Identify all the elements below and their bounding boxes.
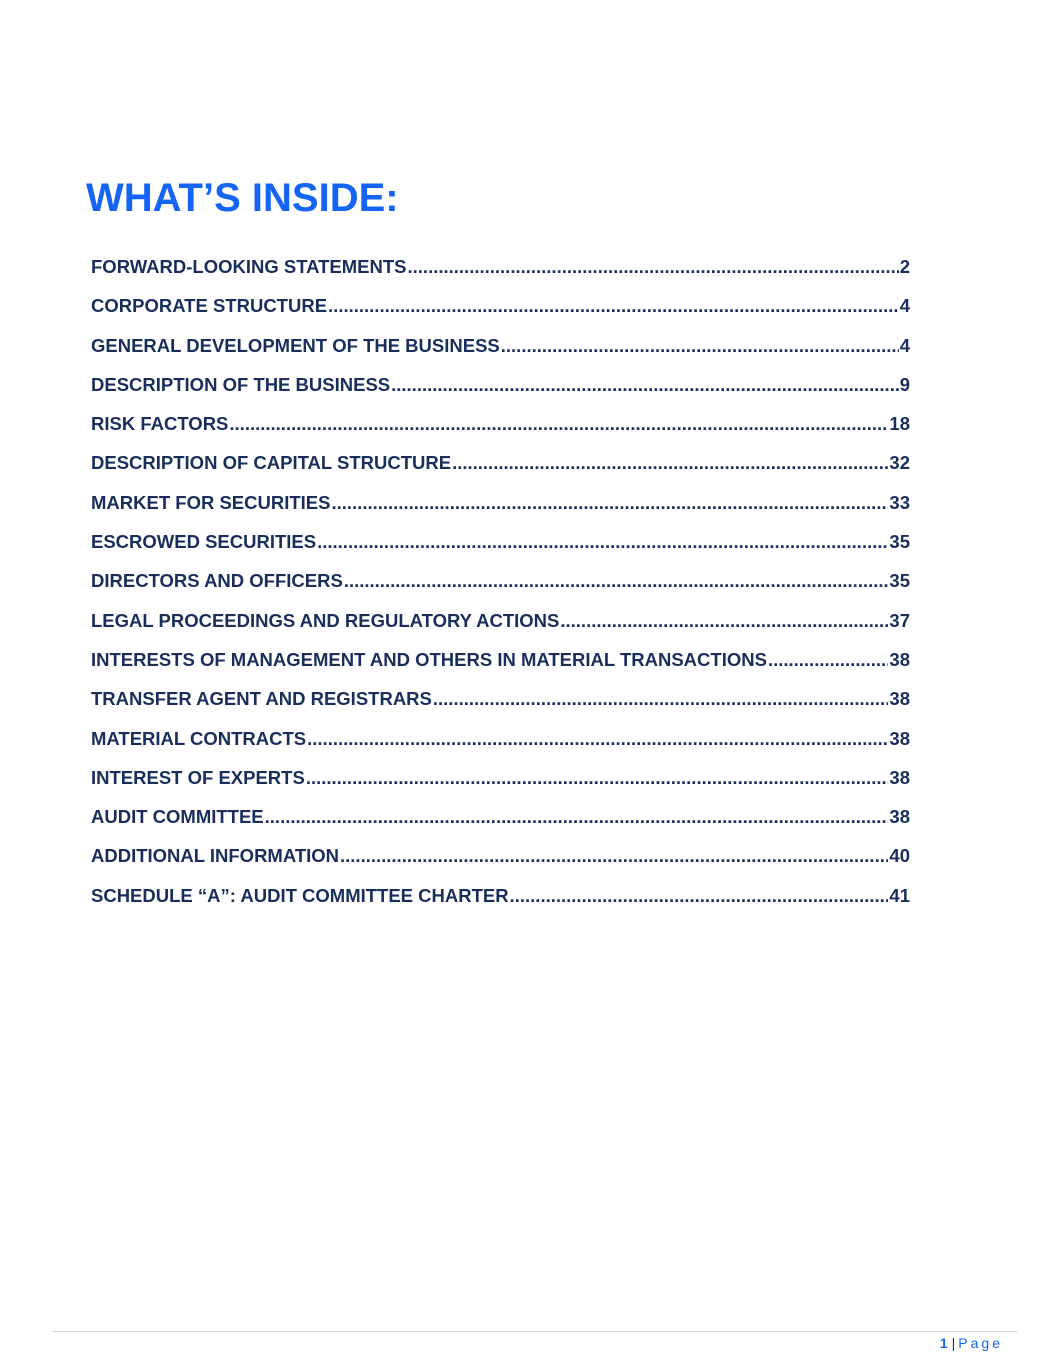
toc-entry-capital-structure[interactable]: [91, 452, 910, 491]
toc-entry-legal-proceedings[interactable]: [91, 610, 910, 649]
toc-entry-label: RISK FACTORS: [91, 413, 229, 435]
toc-entry-label: DESCRIPTION OF THE BUSINESS: [91, 373, 391, 395]
toc-entry-label: TRANSFER AGENT AND REGISTRARS: [91, 688, 432, 710]
toc-entry-label: LEGAL PROCEEDINGS AND REGULATORY ACTIONS: [91, 609, 560, 631]
toc-entry-page-number: 38: [889, 806, 910, 828]
footer-page-number: 1: [939, 1335, 948, 1351]
toc-entry-interests-of-management[interactable]: [91, 649, 910, 688]
toc-dot-leader: [328, 295, 899, 317]
toc-entry-page-number: 33: [889, 491, 910, 513]
toc-dot-leader: [560, 610, 888, 632]
toc-entry-label: DESCRIPTION OF CAPITAL STRUCTURE: [91, 452, 452, 474]
toc-entry-page-number: 38: [889, 688, 910, 710]
toc-entry-page-number: 35: [889, 531, 910, 553]
toc-entry-page-number: 4: [899, 334, 910, 356]
footer-separator: |: [951, 1335, 956, 1351]
toc-entry-page-number: 9: [899, 373, 910, 395]
toc-entry-interest-of-experts[interactable]: [91, 767, 910, 806]
toc-dot-leader: [433, 688, 889, 710]
toc-entry-page-number: 37: [889, 609, 910, 631]
toc-entry-page-number: 41: [889, 884, 910, 906]
footer-divider: [52, 1331, 1018, 1332]
toc-dot-leader: [229, 413, 888, 435]
toc-dot-leader: [391, 374, 899, 396]
table-of-contents: [91, 256, 910, 924]
toc-dot-leader: [408, 256, 899, 278]
toc-entry-label: AUDIT COMMITTEE: [91, 806, 264, 828]
toc-entry-transfer-agent[interactable]: [91, 688, 910, 727]
toc-entry-material-contracts[interactable]: [91, 728, 910, 767]
toc-dot-leader: [265, 806, 889, 828]
toc-entry-forward-looking-statements[interactable]: [91, 256, 910, 295]
toc-entry-page-number: 18: [889, 413, 910, 435]
toc-entry-schedule-a[interactable]: [91, 885, 910, 924]
toc-entry-page-number: 40: [889, 845, 910, 867]
toc-entry-label: MARKET FOR SECURITIES: [91, 491, 331, 513]
toc-dot-leader: [340, 845, 888, 867]
toc-dot-leader: [501, 335, 899, 357]
page-title: WHAT’S INSIDE:: [86, 176, 399, 220]
toc-entry-page-number: 2: [899, 256, 910, 277]
toc-entry-page-number: 4: [899, 295, 910, 317]
toc-dot-leader: [768, 649, 888, 671]
toc-entry-label: DIRECTORS AND OFFICERS: [91, 570, 343, 592]
toc-entry-label: INTERESTS OF MANAGEMENT AND OTHERS IN MATERIAL TRANSACTIONS: [91, 648, 767, 670]
page-footer: [940, 1335, 1003, 1351]
toc-entry-risk-factors[interactable]: [91, 413, 910, 452]
toc-entry-description-of-business[interactable]: [91, 374, 910, 413]
toc-dot-leader: [331, 492, 888, 514]
toc-entry-label: CORPORATE STRUCTURE: [91, 295, 328, 317]
toc-dot-leader: [510, 885, 889, 907]
toc-entry-general-development[interactable]: [91, 335, 910, 374]
toc-dot-leader: [452, 452, 888, 474]
toc-entry-additional-information[interactable]: [91, 845, 910, 884]
footer-page-word: Page: [958, 1335, 1003, 1351]
toc-entry-corporate-structure[interactable]: [91, 295, 910, 334]
toc-entry-page-number: 35: [889, 570, 910, 592]
toc-dot-leader: [307, 728, 888, 750]
toc-entry-page-number: 32: [889, 452, 910, 474]
toc-dot-leader: [317, 531, 888, 553]
toc-entry-escrowed-securities[interactable]: [91, 531, 910, 570]
toc-entry-page-number: 38: [889, 766, 910, 788]
toc-entry-label: SCHEDULE “A”: AUDIT COMMITTEE CHARTER: [91, 884, 509, 906]
toc-entry-label: ESCROWED SECURITIES: [91, 531, 317, 553]
toc-entry-label: GENERAL DEVELOPMENT OF THE BUSINESS: [91, 334, 500, 356]
toc-entry-directors-and-officers[interactable]: [91, 570, 910, 609]
toc-dot-leader: [344, 570, 889, 592]
toc-entry-label: MATERIAL CONTRACTS: [91, 727, 307, 749]
toc-dot-leader: [306, 767, 889, 789]
toc-entry-label: FORWARD-LOOKING STATEMENTS: [91, 256, 407, 277]
toc-entry-market-for-securities[interactable]: [91, 492, 910, 531]
toc-entry-page-number: 38: [889, 648, 910, 670]
toc-entry-label: ADDITIONAL INFORMATION: [91, 845, 340, 867]
toc-entry-label: INTEREST OF EXPERTS: [91, 766, 305, 788]
toc-entry-audit-committee[interactable]: [91, 806, 910, 845]
toc-entry-page-number: 38: [889, 727, 910, 749]
